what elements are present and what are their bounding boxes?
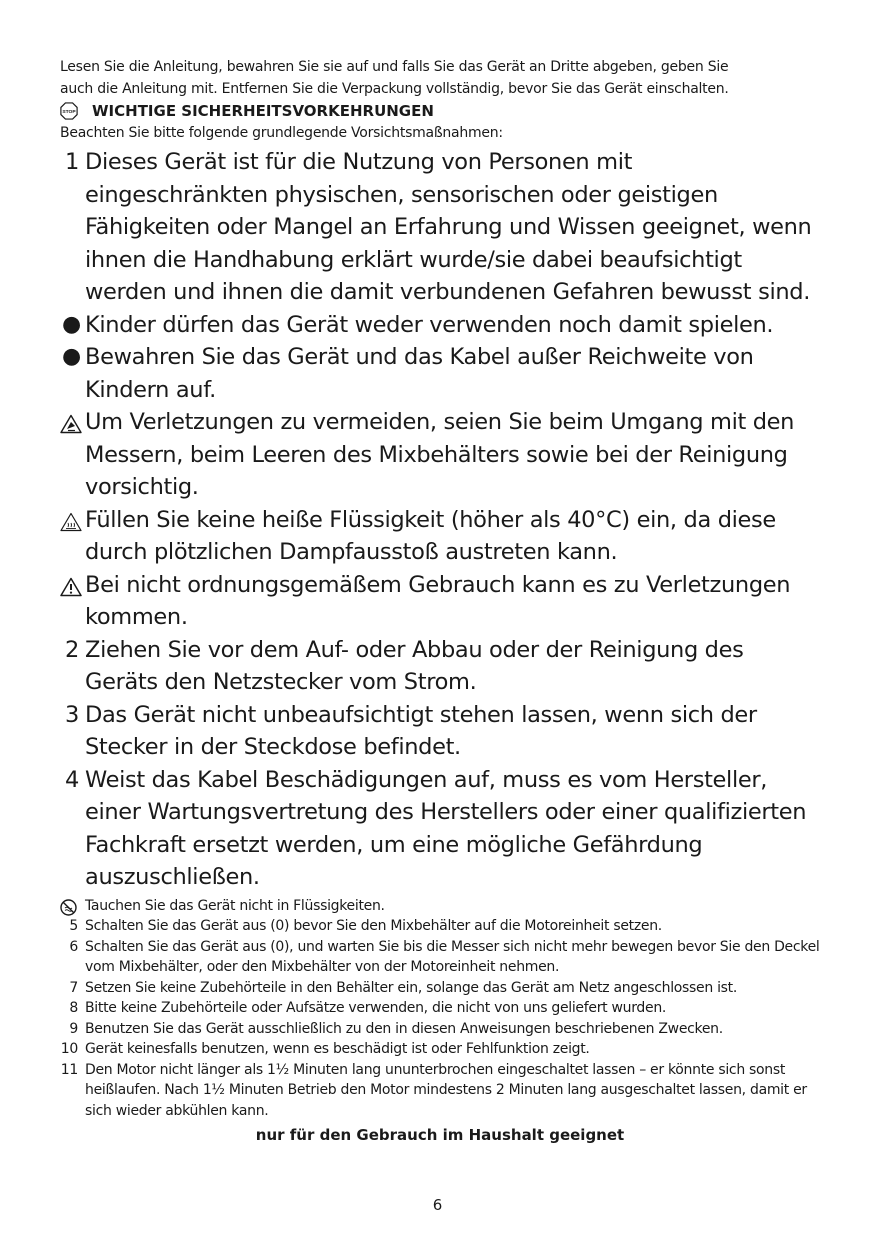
stop-icon — [60, 102, 78, 120]
item-number: 8 — [69, 1000, 78, 1016]
item-number: 10 — [60, 1041, 78, 1057]
item-text: Weist das Kabel Beschädigungen auf, muss es vom Hersteller, einer Wartungsvertretung des Herstellers oder einer qualifizierten Fachkraft ersetzt werden, um eine mögliche Gefährdung auszuschließen. — [85, 766, 807, 890]
intro-text — [60, 56, 820, 100]
list-item — [60, 569, 820, 634]
intro-line: auch die Anleitung mit. Entfernen Sie die Verpackung vollständig, bevor Sie das Gerät einschalten. — [60, 81, 729, 97]
item-text: Den Motor nicht länger als 1½ Minuten lang ununterbrochen eingeschaltet lassen – er könnte sich sonst heißlaufen. Nach 1½ Minuten Betrieb den Motor mindestens 2 Minuten lang ausgeschaltet lassen, damit er sich wieder abkühlen kann. — [85, 1061, 807, 1119]
manual-page — [60, 56, 820, 1146]
item-text: Schalten Sie das Gerät aus (0), und warten Sie bis die Messer sich nicht mehr bewegen bevor Sie den Deckel vom Mixbehälter, oder den Mixbehälter von der Motoreinheit nehmen. — [85, 938, 820, 975]
item-number: 6 — [69, 938, 78, 955]
bullet: ● — [62, 344, 81, 369]
household-use-note: nur für den Gebrauch im Haushalt geeignet — [255, 1126, 625, 1144]
small-item-list — [60, 896, 820, 1122]
no-immerse-icon — [60, 896, 85, 917]
list-item — [60, 916, 820, 937]
safety-heading — [60, 100, 820, 122]
svg-text:STOP: STOP — [62, 110, 76, 116]
item-number: 4 — [65, 766, 79, 793]
item-number: 9 — [69, 1020, 78, 1037]
list-item — [60, 978, 820, 999]
item-text: Das Gerät nicht unbeaufsichtigt stehen lassen, wenn sich der Stecker in der Steckdose befindet. — [85, 701, 757, 760]
item-text: Ziehen Sie vor dem Auf- oder Abbau oder der Reinigung des Geräts den Netzstecker vom Strom. — [85, 636, 744, 695]
item-number: 7 — [69, 979, 78, 996]
item-text: Dieses Gerät ist für die Nutzung von Personen mit eingeschränkten physischen, sensorischen oder geistigen Fähigkeiten oder Mangel an Erfahrung und Wissen geeignet, wenn ihnen die Handhabung erklärt wurde/sie dabei beaufsichtigt werden und ihnen die damit verbundenen Gefahren bewusst sind. — [85, 149, 812, 305]
safety-subheading: Beachten Sie bitte folgende grundlegende Vorsichtsmaßnahmen: — [60, 125, 503, 141]
item-number: 5 — [69, 918, 78, 934]
intro-line: Lesen Sie die Anleitung, bewahren Sie sie auf und falls Sie das Gerät an Dritte abgeben, geben Sie — [60, 59, 729, 75]
list-item — [60, 406, 820, 504]
list-item — [60, 341, 820, 406]
list-item — [60, 699, 820, 764]
item-text: Bewahren Sie das Gerät und das Kabel außer Reichweite von Kindern auf. — [85, 344, 754, 403]
hot-surface-icon — [60, 504, 85, 569]
item-text: Setzen Sie keine Zubehörteile in den Behälter ein, solange das Gerät am Netz angeschlossen ist. — [85, 979, 738, 996]
list-item — [60, 504, 820, 569]
item-number: 3 — [65, 701, 79, 728]
warning-icon — [60, 569, 85, 634]
item-text: Tauchen Sie das Gerät nicht in Flüssigkeiten. — [85, 897, 385, 914]
list-item — [60, 1060, 820, 1122]
large-item-list — [60, 146, 820, 894]
item-text: Kinder dürfen das Gerät weder verwenden noch damit spielen. — [85, 311, 774, 338]
item-number: 11 — [60, 1061, 78, 1078]
page-number: 6 — [432, 1196, 443, 1214]
safety-heading-text: WICHTIGE SICHERHEITSVORKEHRUNGEN — [92, 102, 434, 120]
list-item — [60, 998, 820, 1019]
item-text: Benutzen Sie das Gerät ausschließlich zu den in diesen Anweisungen beschriebenen Zwecken. — [85, 1020, 723, 1037]
list-item — [60, 896, 820, 917]
item-text: Füllen Sie keine heiße Flüssigkeit (höher als 40°C) ein, da diese durch plötzlichen Dampfausstoß austreten kann. — [85, 506, 776, 565]
list-item — [60, 937, 820, 978]
item-number: 1 — [65, 149, 79, 175]
list-item — [60, 764, 820, 894]
list-item — [60, 634, 820, 699]
list-item — [60, 146, 820, 309]
item-text: Gerät keinesfalls benutzen, wenn es beschädigt ist oder Fehlfunktion zeigt. — [85, 1041, 590, 1057]
item-text: Schalten Sie das Gerät aus (0) bevor Sie den Mixbehälter auf die Motoreinheit setzen. — [85, 918, 662, 934]
blade-hazard-icon — [60, 406, 85, 504]
list-item — [60, 309, 820, 342]
item-text: Bitte keine Zubehörteile oder Aufsätze verwenden, die nicht von uns geliefert wurden. — [85, 1000, 667, 1016]
list-item — [60, 1019, 820, 1040]
item-number: 2 — [65, 636, 79, 663]
list-item — [60, 1039, 820, 1060]
item-text: Um Verletzungen zu vermeiden, seien Sie beim Umgang mit den Messern, beim Leeren des Mixbehälters sowie bei der Reinigung vorsichtig. — [85, 409, 795, 500]
item-text: Bei nicht ordnungsgemäßem Gebrauch kann es zu Verletzungen kommen. — [85, 571, 791, 630]
bullet: ● — [62, 311, 81, 337]
